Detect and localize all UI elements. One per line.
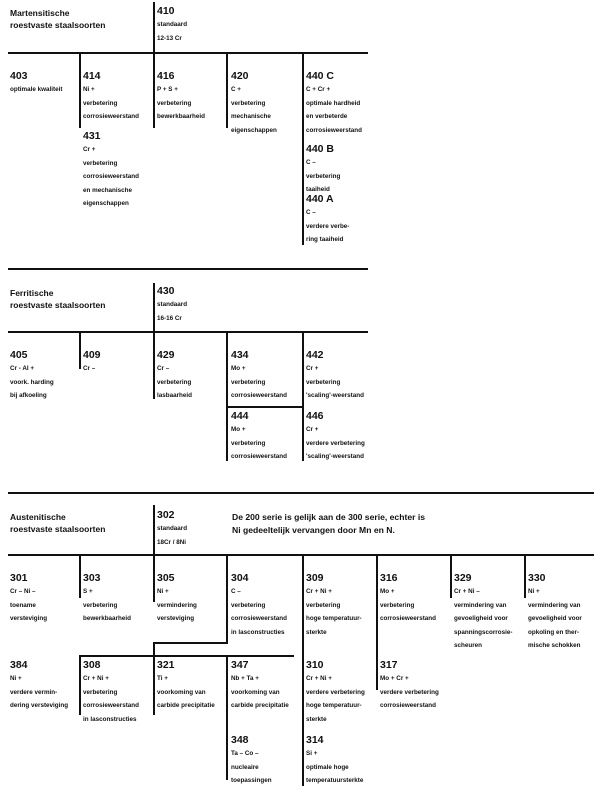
grade-description-line: verdere verbetering xyxy=(306,688,365,696)
section-divider xyxy=(8,268,368,270)
grade-description-line: Ni + xyxy=(10,675,22,682)
austenitic-note xyxy=(232,511,532,537)
grade-description-line: toepassingen xyxy=(231,777,272,785)
grade-node xyxy=(157,572,227,626)
grade-description-line: carbide precipitatie xyxy=(231,702,289,710)
connector-line xyxy=(153,52,155,128)
grade-number: 304 xyxy=(231,572,249,584)
grade-number: 403 xyxy=(10,70,28,82)
grade-number: 321 xyxy=(157,659,175,671)
grade-description-line: verbetering xyxy=(83,99,118,107)
grade-node xyxy=(83,572,153,626)
grade-description-line: dering versteviging xyxy=(10,702,69,710)
grade-node xyxy=(231,572,301,639)
grade-description-line: 16-16 Cr xyxy=(157,314,182,322)
grade-description-line: gevoeligheid voor xyxy=(454,615,508,623)
grade-description-line: C + Cr + xyxy=(306,86,331,93)
grade-description-line: hoge temperatuur- xyxy=(306,702,362,710)
grade-node xyxy=(306,659,376,726)
grade-node xyxy=(306,572,376,639)
grade-description-line: mische schokken xyxy=(528,642,581,650)
section-divider xyxy=(8,492,594,494)
grade-description-line: Ni + xyxy=(528,588,540,595)
grade-description-line: Cr + Ni – xyxy=(454,588,480,595)
grade-description-line: verbetering xyxy=(83,601,118,609)
grade-description-line: Cr – xyxy=(157,365,170,372)
grade-description-line: corrosieweerstand xyxy=(83,113,139,121)
grade-number: 416 xyxy=(157,70,175,82)
austenitic-title xyxy=(10,511,150,535)
grade-description-line: bewerkbaarheid xyxy=(83,615,131,623)
grade-description-line: sterkte xyxy=(306,628,327,636)
grade-description-line: Cr + xyxy=(306,426,319,433)
ferritic-title xyxy=(10,287,150,311)
grade-number: 330 xyxy=(528,572,546,584)
grade-node xyxy=(380,572,450,626)
grade-description-line: corrosieweerstand xyxy=(83,173,139,181)
grade-description-line: voork. harding xyxy=(10,378,54,386)
section-title-line: roestvaste staalsoorten xyxy=(10,300,106,310)
grade-description-line: verdere vermin- xyxy=(10,688,58,696)
grade-number: 347 xyxy=(231,659,249,671)
grade-description-line: verbetering xyxy=(231,378,266,386)
grade-description-line: C + xyxy=(231,86,241,93)
grade-description-line: opkoling en ther- xyxy=(528,628,580,636)
grade-number: 301 xyxy=(10,572,28,584)
grade-description-line: 18Cr / 8Ni xyxy=(157,538,187,546)
grade-number: 329 xyxy=(454,572,472,584)
grade-description-line: standaard xyxy=(157,21,188,28)
grade-number: 303 xyxy=(83,572,101,584)
grade-description-line: Mo + xyxy=(231,365,246,372)
grade-description-line: nucleaire xyxy=(231,763,259,771)
grade-description-line: spanningscorrosie- xyxy=(454,628,513,636)
grade-description-line: verbetering xyxy=(83,159,118,167)
grade-node xyxy=(157,70,227,124)
section-title-line: Austenitische xyxy=(10,512,66,522)
grade-node xyxy=(83,349,153,376)
grade-description-line: C – xyxy=(306,209,316,216)
grade-description-line: verbetering xyxy=(231,601,266,609)
grade-description-line: Cr + Ni + xyxy=(306,588,332,595)
grade-description-line: bij afkoeling xyxy=(10,392,47,400)
connector-line xyxy=(302,331,304,461)
grade-description-line: optimale kwaliteit xyxy=(10,86,63,93)
grade-number: 317 xyxy=(380,659,398,671)
connector-line xyxy=(524,554,526,598)
grade-description-line: verdere verbetering xyxy=(306,439,365,447)
grade-number: 314 xyxy=(306,734,324,746)
grade-node xyxy=(306,70,376,137)
grade-description-line: carbide precipitatie xyxy=(157,702,215,710)
grade-description-line: sterkte xyxy=(306,715,327,723)
grade-description-line: in lasconstructies xyxy=(231,628,285,636)
grade-description-line: standaard xyxy=(157,525,188,532)
grade-description-line: verbetering xyxy=(231,439,266,447)
grade-description-line: voorkoming van xyxy=(157,688,206,696)
grade-description-line: Ni + xyxy=(83,86,95,93)
grade-number: 302 xyxy=(157,509,175,521)
grade-description-line: verbetering xyxy=(157,378,192,386)
grade-description-line: 'scaling'-weerstand xyxy=(306,392,364,400)
connector-line xyxy=(376,554,378,690)
connector-line xyxy=(153,505,155,556)
grade-description-line: eigenschappen xyxy=(231,126,277,134)
grade-description-line: verdere verbetering xyxy=(380,688,439,696)
section-title-line: Martensitische xyxy=(10,8,70,18)
grade-description-line: corrosieweerstand xyxy=(306,126,362,134)
base-grade-node xyxy=(157,509,227,549)
grade-description-line: ring taaiheid xyxy=(306,236,344,244)
connector-line xyxy=(153,642,228,644)
connector-line xyxy=(302,554,304,786)
grade-node xyxy=(10,70,80,97)
grade-description-line: corrosieweerstand xyxy=(231,615,287,623)
connector-line xyxy=(153,642,155,715)
grade-description-line: C – xyxy=(306,159,316,166)
connector-line xyxy=(8,331,368,333)
connector-line xyxy=(226,406,304,408)
grade-description-line: Cr + xyxy=(83,146,96,153)
martensitic-title xyxy=(10,7,150,31)
grade-description-line: 'scaling'-weerstand xyxy=(306,453,364,461)
grade-number: 440 B xyxy=(306,143,335,155)
grade-description-line: gevoeligheid voor xyxy=(528,615,582,623)
grade-node xyxy=(231,659,301,713)
section-title-line: Ferritische xyxy=(10,288,54,298)
grade-description-line: Mo + xyxy=(380,588,395,595)
grade-description-line: en mechanische xyxy=(83,186,132,194)
grade-node xyxy=(231,410,301,464)
grade-description-line: vermindering xyxy=(157,601,197,609)
grade-number: 440 C xyxy=(306,70,335,82)
grade-description-line: verbetering xyxy=(157,99,192,107)
grade-description-line: Nb + Ta + xyxy=(231,675,259,682)
grade-number: 405 xyxy=(10,349,28,361)
grade-number: 384 xyxy=(10,659,28,671)
grade-description-line: Ta – Co – xyxy=(231,750,259,757)
grade-description-line: corrosieweerstand xyxy=(83,702,139,710)
grade-number: 348 xyxy=(231,734,249,746)
grade-number: 420 xyxy=(231,70,249,82)
grade-description-line: eigenschappen xyxy=(83,200,129,208)
grade-number: 414 xyxy=(83,70,101,82)
base-grade-node xyxy=(157,5,227,45)
grade-node xyxy=(306,734,376,788)
grade-node xyxy=(231,349,301,403)
grade-number: 446 xyxy=(306,410,324,422)
connector-line xyxy=(8,554,10,556)
grade-description-line: S + xyxy=(83,588,93,595)
grade-number: 431 xyxy=(83,130,101,142)
grade-description-line: taaiheid xyxy=(306,186,330,194)
grade-description-line: scheuren xyxy=(454,642,482,650)
grade-description-line: Ni + xyxy=(157,588,169,595)
grade-number: 316 xyxy=(380,572,398,584)
grade-description-line: Cr – Ni – xyxy=(10,588,36,595)
grade-description-line: corrosieweerstand xyxy=(231,453,287,461)
note-line: Ni gedeeltelijk vervangen door Mn en N. xyxy=(232,525,395,535)
grade-description-line: verbetering xyxy=(306,378,341,386)
grade-description-line: mechanische xyxy=(231,113,271,121)
grade-description-line: vermindering van xyxy=(528,601,581,609)
grade-number: 309 xyxy=(306,572,324,584)
grade-description-line: Mo + xyxy=(231,426,246,433)
grade-description-line: standaard xyxy=(157,301,188,308)
section-title-line: roestvaste staalsoorten xyxy=(10,20,106,30)
connector-line xyxy=(153,331,155,399)
grade-description-line: en verbeterde xyxy=(306,113,348,121)
grade-description-line: Cr + Ni + xyxy=(306,675,332,682)
connector-line xyxy=(8,52,368,54)
grade-number: 430 xyxy=(157,285,175,297)
grade-number: 444 xyxy=(231,410,249,422)
connector-line xyxy=(153,554,155,602)
grade-description-line: Cr - Al + xyxy=(10,365,35,372)
grade-node xyxy=(157,659,227,713)
grade-description-line: corrosieweerstand xyxy=(231,392,287,400)
grade-number: 305 xyxy=(157,572,175,584)
grade-description-line: Cr + Ni + xyxy=(83,675,109,682)
grade-description-line: 12-13 Cr xyxy=(157,34,182,42)
connector-line xyxy=(450,554,452,598)
grade-description-line: Ti + xyxy=(157,675,168,682)
grade-node xyxy=(83,70,153,124)
grade-node xyxy=(454,572,524,653)
grade-description-line: corrosieweerstand xyxy=(380,615,436,623)
grade-description-line: verbetering xyxy=(380,601,415,609)
grade-description-line: C – xyxy=(231,588,241,595)
grade-description-line: optimale hoge xyxy=(306,763,349,771)
grade-node xyxy=(10,572,80,626)
grade-description-line: in lasconstructies xyxy=(83,715,137,723)
connector-line xyxy=(302,52,304,245)
grade-node xyxy=(231,734,301,788)
grade-node xyxy=(306,349,376,403)
grade-node xyxy=(306,193,376,247)
grade-number: 442 xyxy=(306,349,324,361)
grade-node xyxy=(380,659,450,713)
grade-description-line: Cr + xyxy=(306,365,319,372)
grade-description-line: optimale hardheid xyxy=(306,99,361,107)
connector-line xyxy=(153,2,155,54)
grade-description-line: corrosieweerstand xyxy=(380,702,436,710)
grade-description-line: versteviging xyxy=(10,615,48,623)
grade-description-line: Cr – xyxy=(83,365,96,372)
grade-description-line: verbetering xyxy=(306,601,341,609)
grade-node xyxy=(10,349,80,403)
connector-line xyxy=(79,655,294,657)
grade-description-line: Si + xyxy=(306,750,318,757)
grade-number: 409 xyxy=(83,349,101,361)
grade-node xyxy=(306,410,376,464)
grade-description-line: lasbaarheid xyxy=(157,392,192,400)
grade-description-line: P + S + xyxy=(157,86,178,93)
grade-description-line: toename xyxy=(10,601,36,609)
grade-node xyxy=(231,70,301,137)
grade-node xyxy=(528,572,598,653)
grade-number: 429 xyxy=(157,349,175,361)
grade-node xyxy=(10,659,80,713)
grade-description-line: bewerkbaarheid xyxy=(157,113,205,121)
grade-number: 410 xyxy=(157,5,175,17)
grade-description-line: versteviging xyxy=(157,615,195,623)
connector-line xyxy=(8,554,594,556)
grade-description-line: hoge temperatuur- xyxy=(306,615,362,623)
grade-number: 308 xyxy=(83,659,101,671)
grade-description-line: vermindering van xyxy=(454,601,507,609)
grade-description-line: Mo + Cr + xyxy=(380,675,409,682)
grade-description-line: verbetering xyxy=(306,172,341,180)
grade-node xyxy=(306,143,376,197)
grade-description-line: verbetering xyxy=(231,99,266,107)
grade-number: 310 xyxy=(306,659,324,671)
grade-description-line: temperatuursterkte xyxy=(306,777,364,785)
grade-number: 434 xyxy=(231,349,249,361)
grade-node xyxy=(157,349,227,403)
grade-description-line: verdere verbe- xyxy=(306,222,350,230)
note-line: De 200 serie is gelijk aan de 300 serie, echter is xyxy=(232,512,426,522)
section-title-line: roestvaste staalsoorten xyxy=(10,524,106,534)
grade-description-line: verbetering xyxy=(83,688,118,696)
grade-node xyxy=(83,130,153,211)
base-grade-node xyxy=(157,285,227,325)
grade-node xyxy=(83,659,153,726)
grade-number: 440 A xyxy=(306,193,334,205)
grade-description-line: voorkoming van xyxy=(231,688,280,696)
connector-line xyxy=(153,283,155,333)
